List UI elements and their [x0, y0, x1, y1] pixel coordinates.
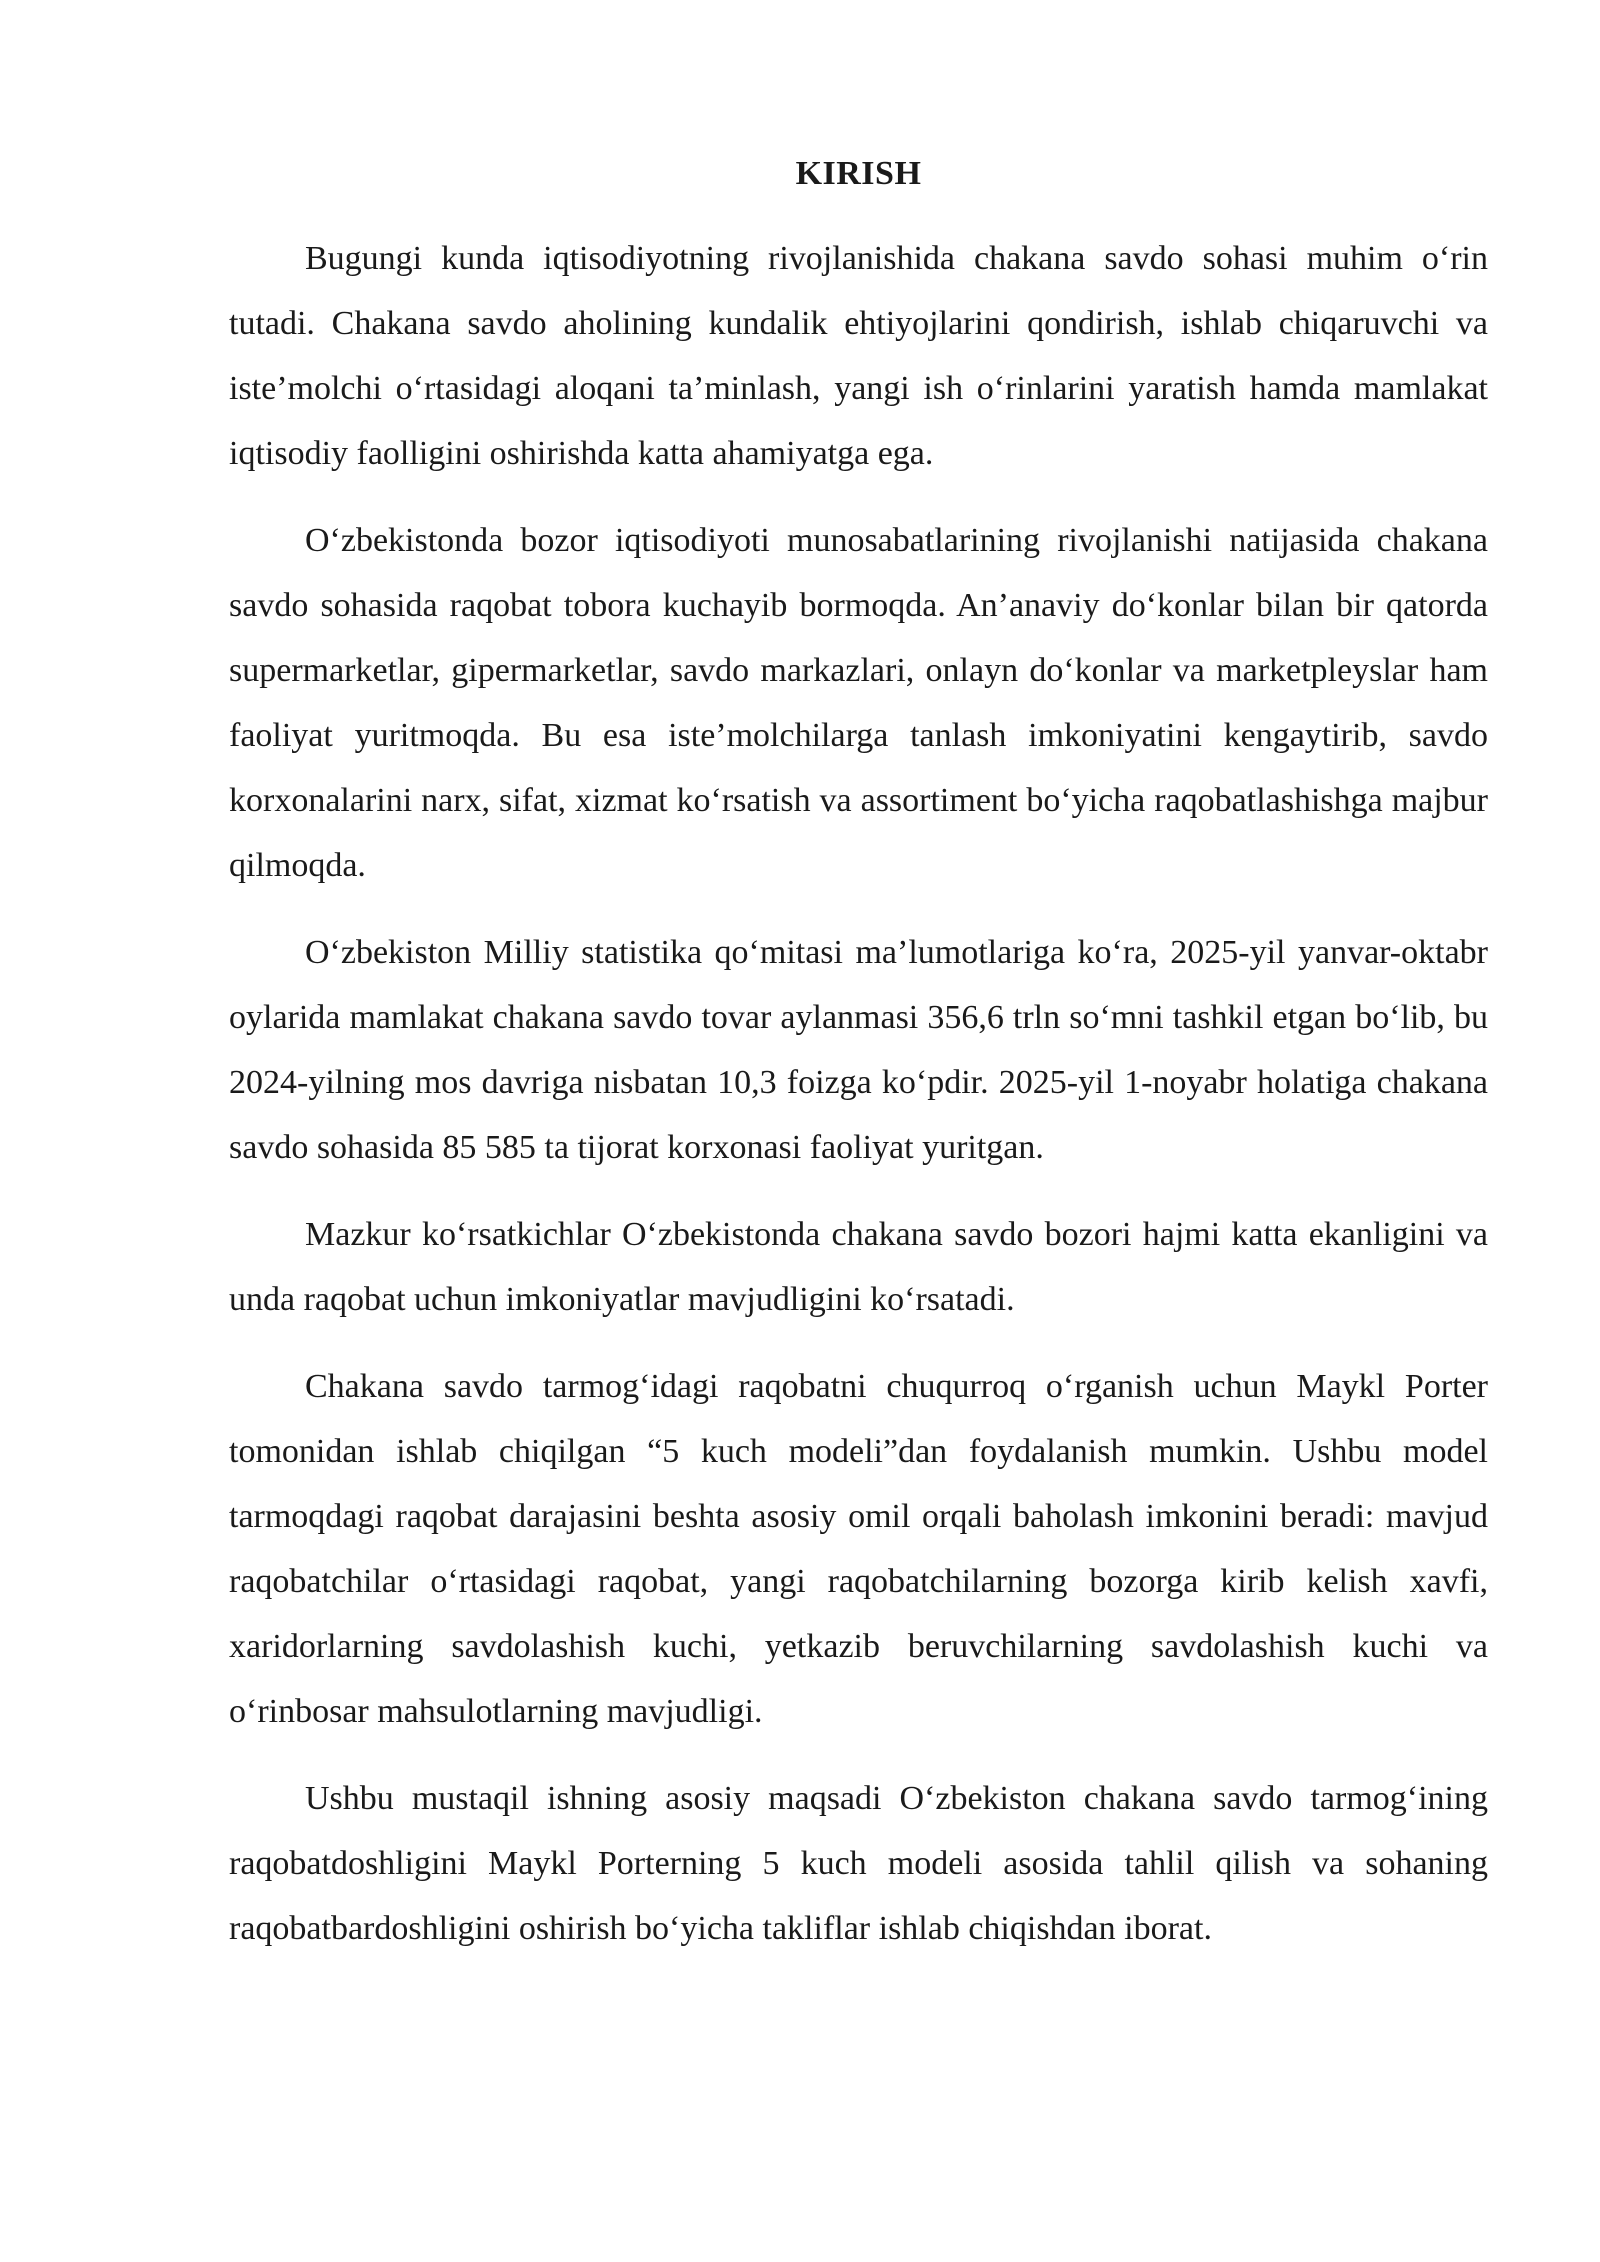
paragraph-goal: Ushbu mustaqil ishning asosiy maqsadi O‘zbekiston chakana savdo tarmog‘ining raqobatdoshligini Maykl Porterning 5 kuch modeli asosida tahlil qilish va sohaning raqobatbardoshligini oshirish bo‘yicha takliflar ishlab chiqishdan iborat.: [229, 1780, 1488, 1947]
paragraph-statistics: O‘zbekiston Milliy statistika qo‘mitasi ma’lumotlariga ko‘ra, 2025-yil yanvar-oktabr oylarida mamlakat chakana savdo tovar aylanmasi 356,6 trln so‘mni tashkil etgan bo‘lib, bu 2024-yilning mos davriga nisbatan 10,3 foizga ko‘pdir. 2025-yil 1-noyabr holatiga chakana savdo sohasida 85 585 ta tijorat korxonasi faoliyat yuritgan.: [229, 934, 1488, 1166]
paragraph-indicators: Mazkur ko‘rsatkichlar O‘zbekistonda chakana savdo bozori hajmi katta ekanligini va unda raqobat uchun imkoniyatlar mavjudligini ko‘rsatadi.: [229, 1216, 1488, 1318]
document-body: [229, 148, 1488, 1983]
paragraph-competition: O‘zbekistonda bozor iqtisodiyoti munosabatlarining rivojlanishi natijasida chakana savdo sohasida raqobat tobora kuchayib bormoqda. An’anaviy do‘konlar bilan bir qatorda supermarketlar, gipermarketlar, savdo markazlari, onlayn do‘konlar va marketpleyslar ham faoliyat yuritmoqda. Bu esa iste’molchilarga tanlash imkoniyatini kengaytirib, savdo korxonalarini narx, sifat, xizmat ko‘rsatish va assortiment bo‘yicha raqobatlashishga majbur qilmoqda.: [229, 522, 1488, 884]
paragraph-porter-model: Chakana savdo tarmog‘idagi raqobatni chuqurroq o‘rganish uchun Maykl Porter tomonidan ishlab chiqilgan “5 kuch modeli”dan foydalanish mumkin. Ushbu model tarmoqdagi raqobat darajasini beshta asosiy omil orqali baholash imkonini beradi: mavjud raqobatchilar o‘rtasidagi raqobat, yangi raqobatchilarning bozorga kirib kelish xavfi, xaridorlarning savdolashish kuchi, yetkazib beruvchilarning savdolashish kuchi va o‘rinbosar mahsulotlarning mavjudligi.: [229, 1368, 1488, 1730]
section-heading: KIRISH: [795, 155, 922, 192]
paragraph-intro: Bugungi kunda iqtisodiyotning rivojlanishida chakana savdo sohasi muhim o‘rin tutadi. Chakana savdo aholining kundalik ehtiyojlarini qondirish, ishlab chiqaruvchi va iste’molchi o‘rtasidagi aloqani ta’minlash, yangi ish o‘rinlarini yaratish hamda mamlakat iqtisodiy faolligini oshirishda katta ahamiyatga ega.: [229, 240, 1488, 472]
